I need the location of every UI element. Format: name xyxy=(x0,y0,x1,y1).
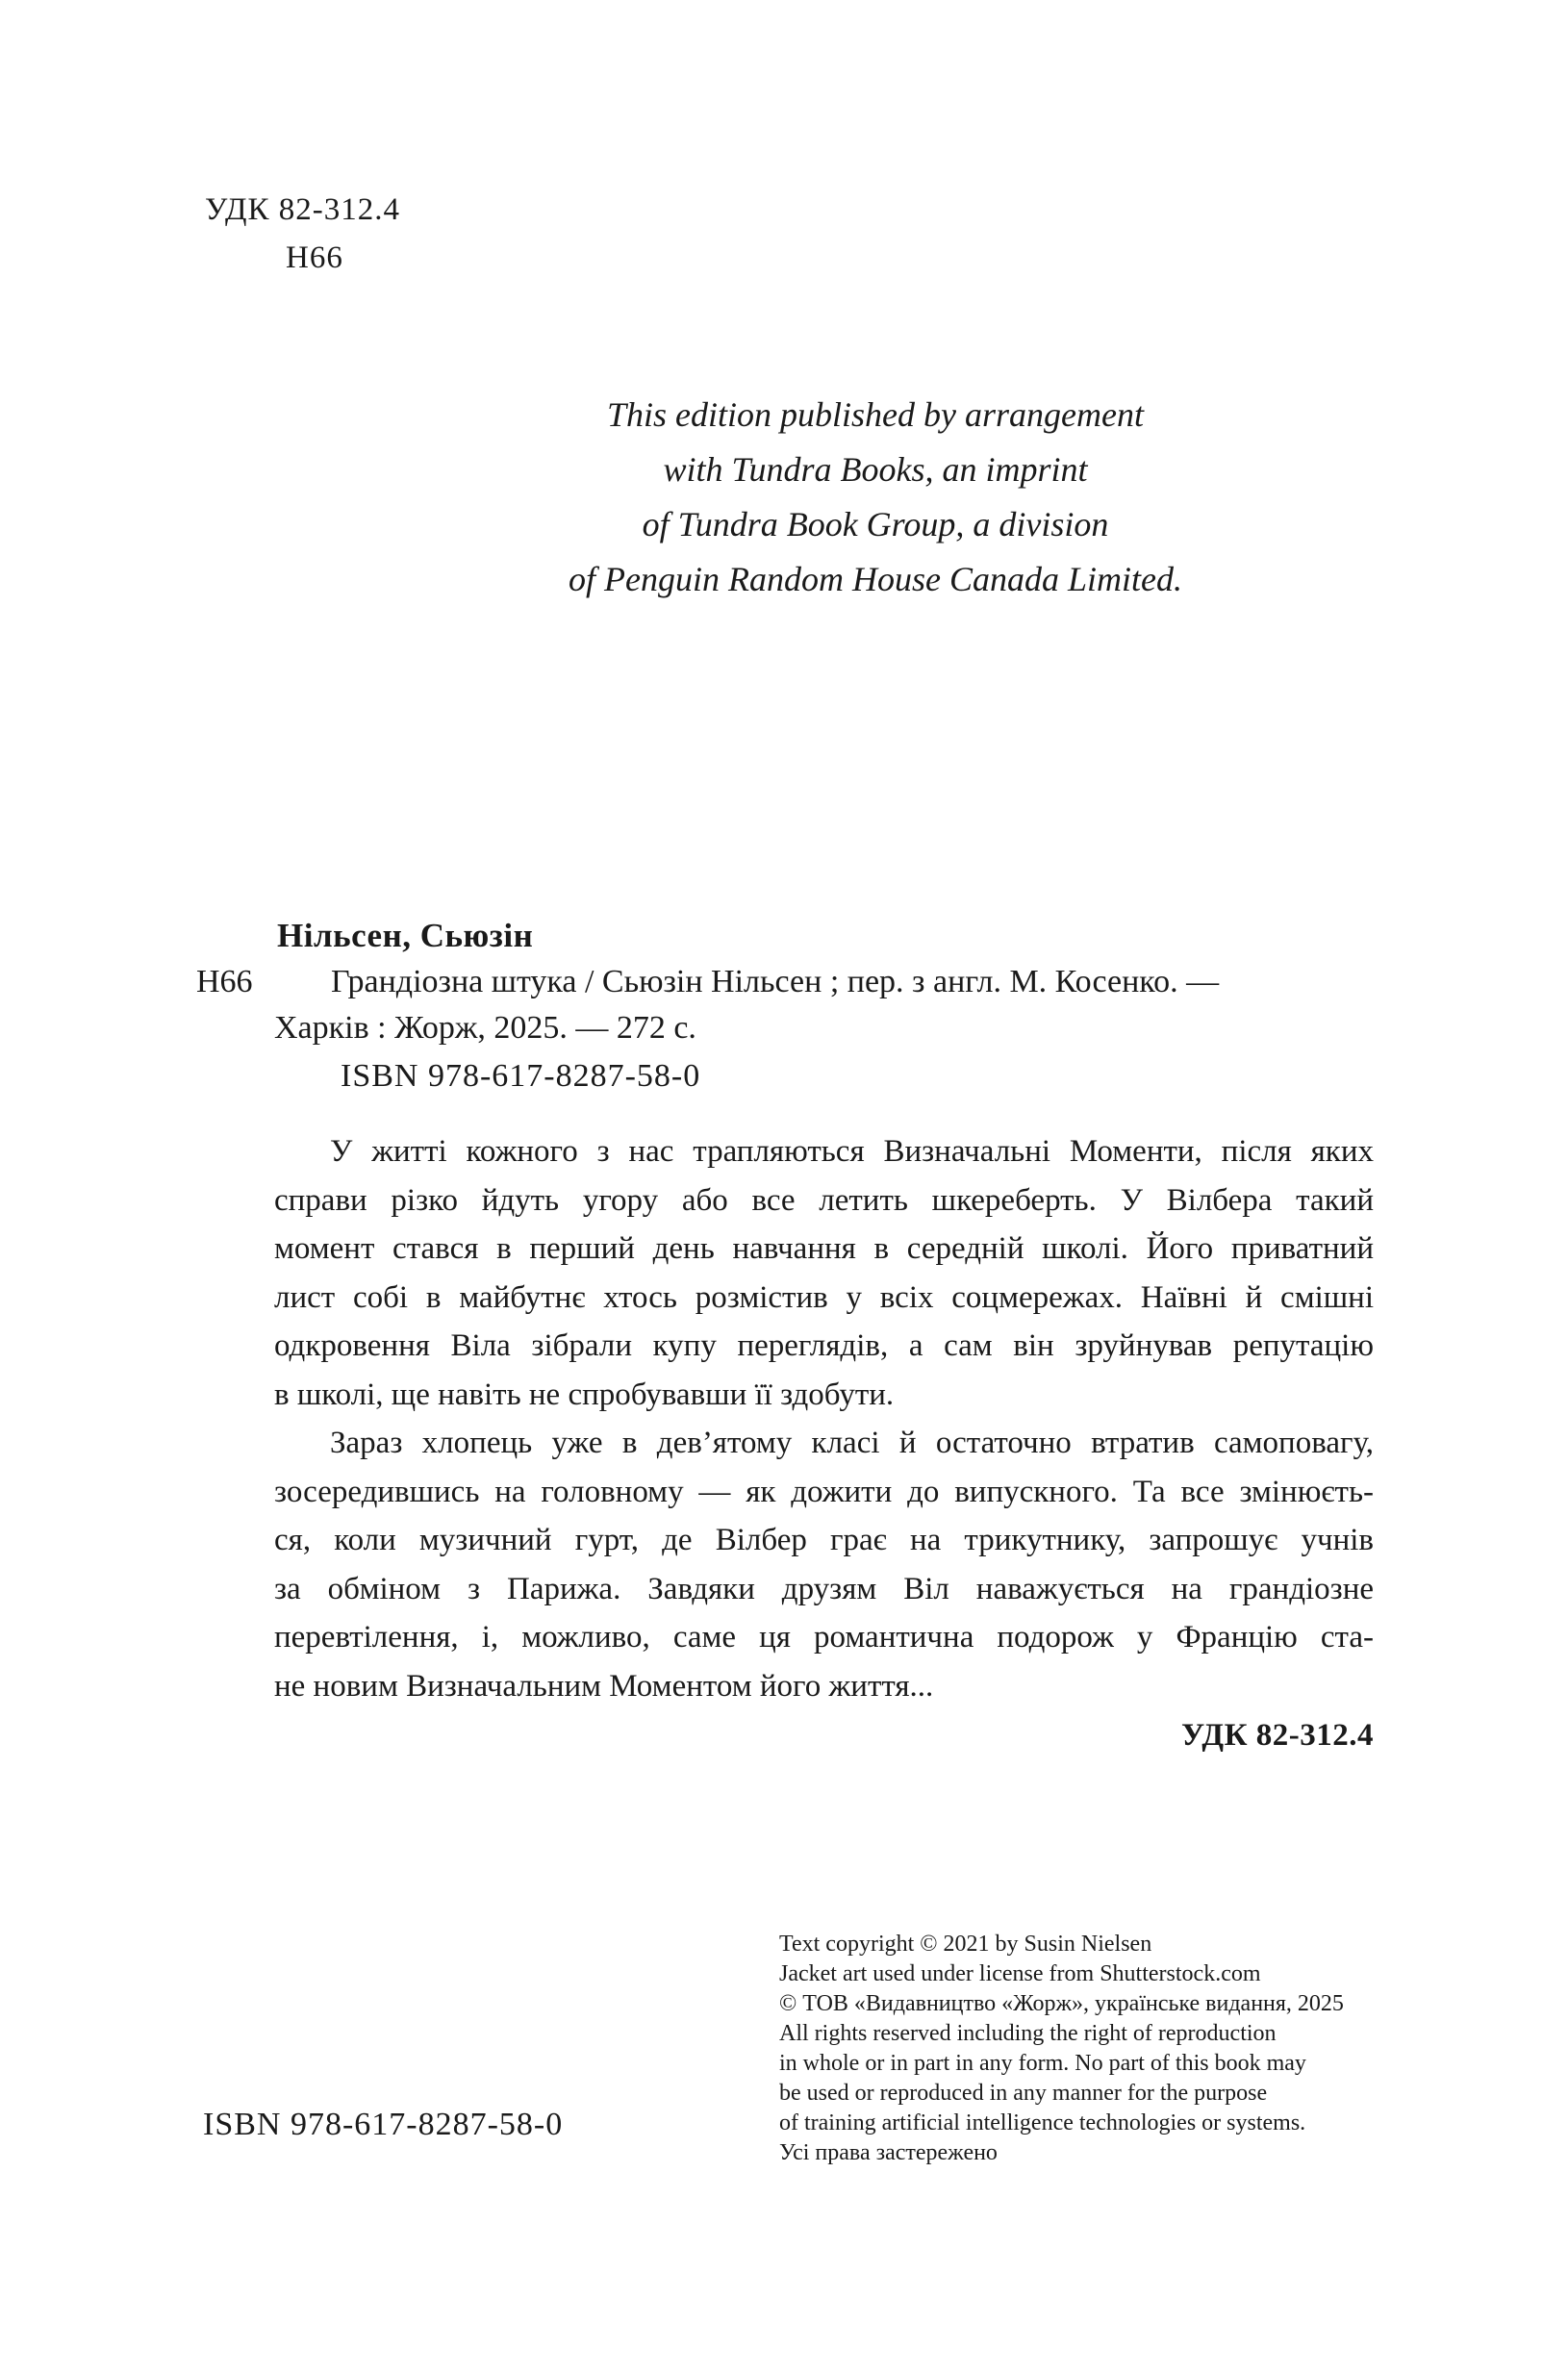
udc-top-author-sign: Н66 xyxy=(286,240,343,275)
udc-bottom-code: УДК 82-312.4 xyxy=(1180,1718,1374,1753)
catalog-author-sign: Н66 xyxy=(196,964,253,999)
copyright-line: Text copyright © 2021 by Susin Nielsen xyxy=(779,1932,1152,1957)
copyright-line: in whole or in part in any form. No part of this book may xyxy=(779,2051,1306,2076)
copyright-line: Усі права застережено xyxy=(779,2140,998,2165)
copyright-line: Jacket art used under license from Shutterstock.com xyxy=(779,1961,1261,1986)
annotation-line: момент стався в перший день навчання в середній школі. Його приватний xyxy=(274,1231,1374,1266)
catalog-imprint-line: Харків : Жорж, 2025. — 272 с. xyxy=(274,1010,696,1046)
annotation-line: Зараз хлопець уже в дев’ятому класі й остаточно втратив самоповагу, xyxy=(330,1426,1374,1460)
annotation-text xyxy=(274,1127,1374,1710)
udc-top-code: УДК 82-312.4 xyxy=(205,192,401,227)
annotation-line: зосередившись на головному — як дожити до випускного. Та все змінюєть- xyxy=(274,1474,1374,1509)
catalog-title-line: Грандіозна штука / Сьюзін Нільсен ; пер. з англ. М. Косенко. — xyxy=(331,964,1220,999)
copyright-line: © ТОВ «Видавництво «Жорж», українське видання, 2025 xyxy=(779,1991,1344,2016)
arrangement-line: of Penguin Random House Canada Limited. xyxy=(569,560,1182,598)
annotation-line: У житті кожного з нас трапляються Визначальні Моменти, після яких xyxy=(330,1134,1374,1169)
annotation-line: ся, коли музичний гурт, де Вілбер грає на трикутнику, запрошує учнів xyxy=(274,1523,1374,1557)
isbn-footer: ISBN 978-617-8287-58-0 xyxy=(203,2107,564,2142)
annotation-line: в школі, ще навіть не спробувавши її здобути. xyxy=(274,1377,895,1412)
annotation-line: одкровення Віла зібрали купу переглядів, а сам він зруйнував репутацію xyxy=(274,1328,1374,1363)
arrangement-line: of Tundra Book Group, a division xyxy=(642,505,1109,543)
catalog-author: Нільсен, Сьюзін xyxy=(277,917,534,954)
catalog-isbn: ISBN 978-617-8287-58-0 xyxy=(341,1058,701,1094)
copyright-block xyxy=(779,1930,1344,2168)
annotation-line: за обміном з Парижа. Завдяки друзям Віл наважується на грандіозне xyxy=(274,1571,1374,1606)
annotation-line: справи різко йдуть угору або все летить шкереберть. У Вілбера такий xyxy=(274,1182,1374,1218)
copyright-line: be used or reproduced in any manner for the purpose xyxy=(779,2081,1268,2106)
annotation-line: перевтілення, і, можливо, саме ця романтична подорож у Францію ста- xyxy=(274,1620,1374,1655)
annotation-line: лист собі в майбутнє хтось розмістив у всіх соцмережах. Наївні й смішні xyxy=(274,1279,1374,1315)
annotation-line: не новим Визначальним Моментом його життя... xyxy=(274,1668,934,1704)
arrangement-line: with Tundra Books, an imprint xyxy=(663,450,1088,489)
copyright-line: All rights reserved including the right of reproduction xyxy=(779,2021,1277,2046)
arrangement-notice xyxy=(399,388,1352,607)
udc-classification-block xyxy=(205,186,400,282)
arrangement-line: This edition published by arrangement xyxy=(607,395,1144,434)
copyright-line: of training artificial intelligence technologies or systems. xyxy=(779,2110,1306,2135)
